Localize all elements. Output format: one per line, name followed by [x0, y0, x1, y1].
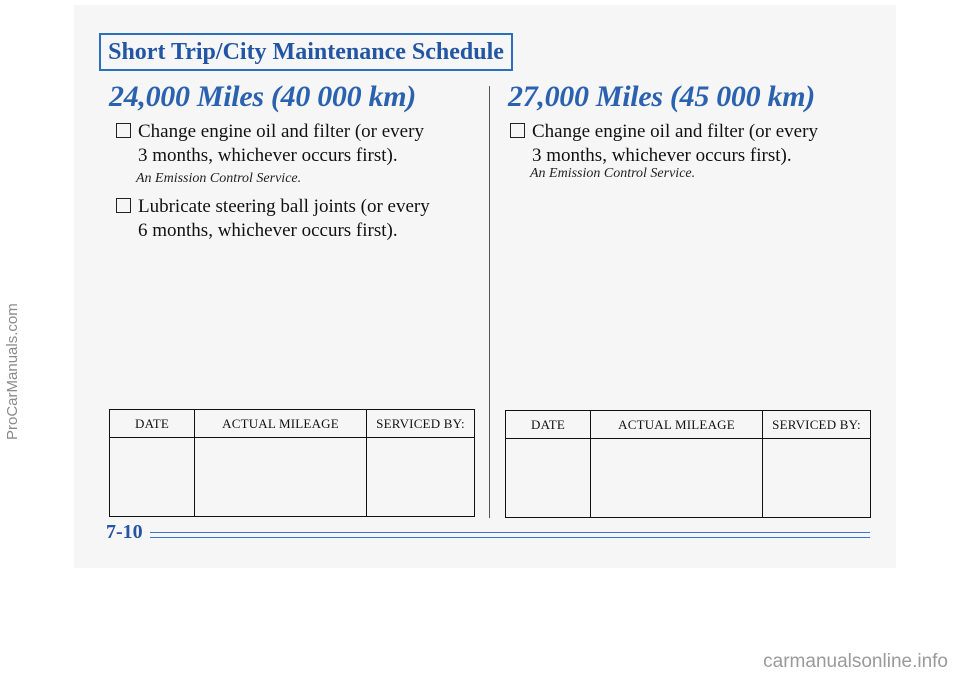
actual-mileage-cell[interactable]: [591, 439, 763, 518]
date-cell[interactable]: [506, 439, 591, 518]
actual-mileage-header: ACTUAL MILEAGE: [591, 411, 763, 439]
serviced-by-header: SERVICED BY:: [763, 411, 871, 439]
side-watermark: ProCarManuals.com: [4, 303, 21, 440]
actual-mileage-header: ACTUAL MILEAGE: [195, 410, 367, 438]
table-header-row: [110, 410, 475, 438]
section-title-box: [99, 33, 513, 71]
serviced-by-cell[interactable]: [763, 439, 871, 518]
date-header: DATE: [506, 411, 591, 439]
left-item-1-note: An Emission Control Service.: [136, 171, 302, 186]
footer-rule-top: [150, 532, 870, 533]
serviced-by-cell[interactable]: [367, 438, 475, 517]
right-record-table: [505, 410, 871, 518]
left-mileage-heading: 24,000 Miles (40 000 km): [109, 80, 416, 113]
checkbox-icon[interactable]: [116, 123, 131, 138]
site-watermark: carmanualsonline.info: [763, 651, 948, 672]
actual-mileage-cell[interactable]: [195, 438, 367, 517]
column-divider: [489, 86, 490, 518]
right-item-1-note: An Emission Control Service.: [530, 166, 696, 181]
left-item-1: [116, 120, 424, 168]
left-item-2-line2: 6 months, whichever occurs first).: [138, 220, 398, 241]
left-item-1-line1: Change engine oil and filter (or every: [138, 121, 424, 142]
left-record-table: [109, 409, 475, 517]
right-item-1-line2: 3 months, whichever occurs first).: [532, 145, 792, 166]
serviced-by-header: SERVICED BY:: [367, 410, 475, 438]
right-item-1: [510, 120, 818, 168]
checkbox-icon[interactable]: [510, 123, 525, 138]
page-number: 7-10: [106, 521, 143, 543]
left-item-1-line2: 3 months, whichever occurs first).: [138, 145, 398, 166]
table-header-row: [506, 411, 871, 439]
date-header: DATE: [110, 410, 195, 438]
checkbox-icon[interactable]: [116, 198, 131, 213]
table-row: [506, 439, 871, 518]
date-cell[interactable]: [110, 438, 195, 517]
right-mileage-heading: 27,000 Miles (45 000 km): [508, 80, 815, 113]
left-item-2-line1: Lubricate steering ball joints (or every: [138, 196, 430, 217]
left-item-2: [116, 195, 430, 243]
table-row: [110, 438, 475, 517]
footer-rule-bottom: [150, 537, 870, 538]
right-item-1-line1: Change engine oil and filter (or every: [532, 121, 818, 142]
section-title: Short Trip/City Maintenance Schedule: [108, 38, 504, 65]
